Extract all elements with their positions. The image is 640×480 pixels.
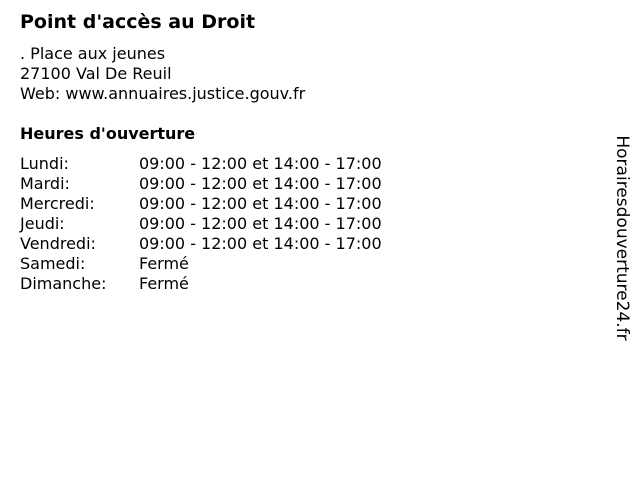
day-label: Vendredi:	[20, 234, 96, 253]
address-city: 27100 Val De Reuil	[20, 64, 172, 83]
time-value: 09:00 - 12:00 et 14:00 - 17:00	[139, 174, 382, 193]
address-block	[20, 44, 305, 104]
time-value: 09:00 - 12:00 et 14:00 - 17:00	[139, 154, 382, 173]
day-label: Jeudi:	[20, 214, 65, 233]
day-label: Mardi:	[20, 174, 70, 193]
place-title: Point d'accès au Droit	[20, 11, 256, 33]
time-value: 09:00 - 12:00 et 14:00 - 17:00	[139, 194, 382, 213]
day-label: Dimanche:	[20, 274, 107, 293]
time-value: 09:00 - 12:00 et 14:00 - 17:00	[139, 234, 382, 253]
address-street: . Place aux jeunes	[20, 44, 166, 63]
day-label: Samedi:	[20, 254, 86, 273]
time-value: Fermé	[139, 274, 189, 293]
time-value: Fermé	[139, 254, 189, 273]
website-line: Web: www.annuaires.justice.gouv.fr	[20, 84, 306, 103]
day-label: Lundi:	[20, 154, 69, 173]
day-label: Mercredi:	[20, 194, 95, 213]
time-value: 09:00 - 12:00 et 14:00 - 17:00	[139, 214, 382, 233]
site-watermark: Horairesdouverture24.fr	[612, 135, 632, 341]
hours-heading: Heures d'ouverture	[20, 124, 196, 143]
